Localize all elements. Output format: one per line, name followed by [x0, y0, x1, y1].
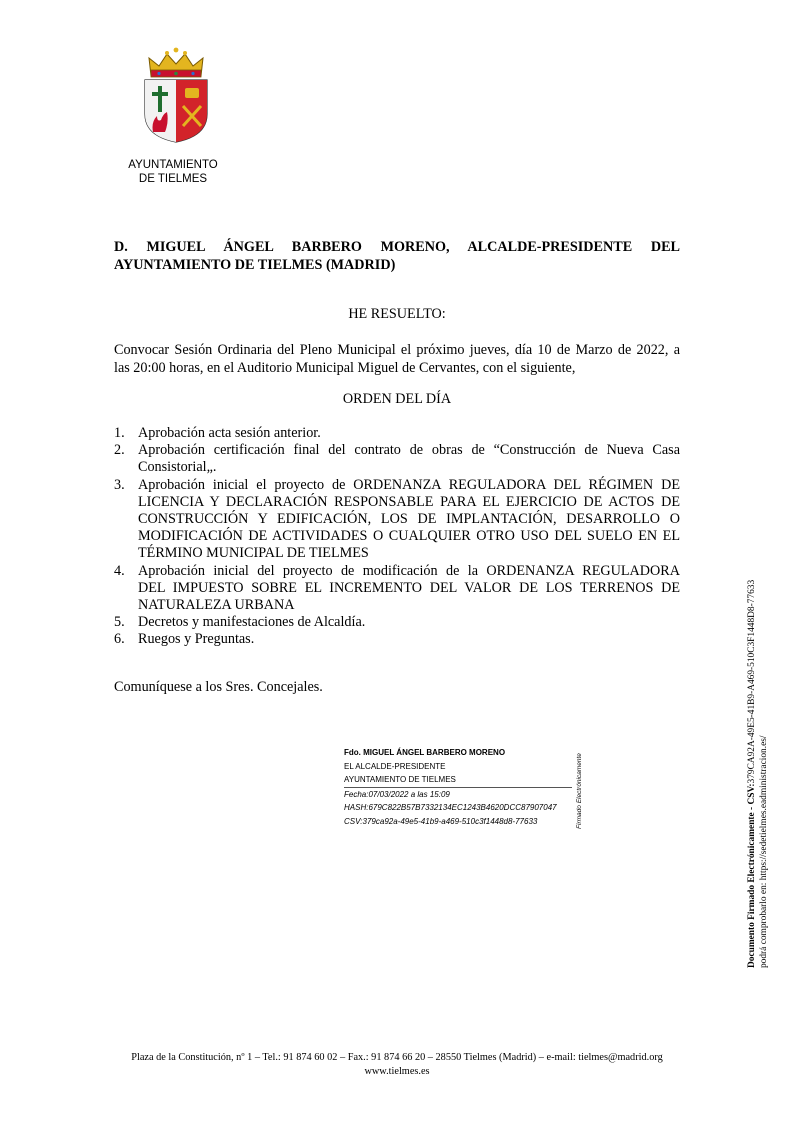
side-stamp-title: Documento Firmado Electrónicamente - CSV:: [747, 783, 757, 968]
agenda-list: [114, 425, 680, 649]
agenda-item-number: 1.: [114, 425, 125, 441]
footer-website: www.tielmes.es: [364, 1065, 430, 1077]
agenda-item-line: Aprobación certificación final del contrato de obras de “Construcción de Nueva Casa: [138, 442, 680, 459]
convocatoria-paragraph: [114, 341, 680, 377]
agenda-item-line: CONSTRUCCIÓN Y EDIFICACIÓN, LOS DE IMPLANTACIÓN, DESARROLLO O: [138, 511, 680, 528]
signature-csv: CSV:379ca92a-49e5-41b9-a469-510c3f1448d8-77633: [344, 816, 538, 826]
convocatoria-line1: Convocar Sesión Ordinaria del Pleno Municipal el próximo jueves, día 10 de Marzo de 2022, a: [114, 342, 680, 358]
agenda-title: ORDEN DEL DÍA: [342, 391, 452, 407]
heading-line1: D. MIGUEL ÁNGEL BARBERO MORENO, ALCALDE-PRESIDENTE DEL: [114, 239, 680, 255]
agenda-item-line: Ruegos y Preguntas.: [138, 631, 255, 648]
agenda-item: [114, 477, 680, 563]
signer-org: AYUNTAMIENTO DE TIELMES: [344, 773, 572, 788]
signed-electronically-label: Firmado Electrónicamente: [576, 753, 583, 829]
crowned-shield-icon: [141, 46, 211, 144]
side-stamp-code: 379CA92A-49E5-41B9-A469-510C3F1448D8-77633: [747, 579, 757, 784]
side-stamp-line2: podrá comprobarlo en: https://sedetielmes.eadministracion.es/: [759, 735, 769, 968]
agenda-item-line: Aprobación inicial el proyecto de ORDENANZA REGULADORA DEL RÉGIMEN DE: [138, 476, 680, 493]
agenda-item: [114, 563, 680, 615]
resolution-title: HE RESUELTO:: [348, 306, 446, 322]
agenda-item-number: 6.: [114, 631, 125, 648]
agenda-item-line: Aprobación inicial del proyecto de modificación de la ORDENANZA REGULADORA: [138, 562, 680, 579]
closing-text: Comuníquese a los Sres. Concejales.: [114, 679, 323, 695]
agenda-item-line: MODIFICACIÓN DE ACTIVIDADES O CUALQUIER OTRO USO DEL SUELO EN EL: [138, 528, 680, 545]
agenda-item-line: Consistorial„.: [138, 459, 217, 476]
signer-role: EL ALCALDE-PRESIDENTE: [344, 761, 446, 771]
signature-block: [344, 746, 572, 828]
agenda-item-number: 4.: [114, 562, 125, 579]
org-name-line2: DE TIELMES: [138, 173, 208, 185]
agenda-item-line: TÉRMINO MUNICIPAL DE TIELMES: [138, 545, 369, 562]
agenda-item-line: DEL IMPUESTO SOBRE EL INCREMENTO DEL VALOR DE LOS TERRENOS DE: [138, 579, 680, 596]
agenda-item-line: Decretos y manifestaciones de Alcaldía.: [138, 614, 366, 631]
signer-name: Fdo. MIGUEL ÁNGEL BARBERO MORENO: [344, 748, 506, 757]
org-name-line1: AYUNTAMIENTO: [128, 159, 218, 171]
convocatoria-line2: las 20:00 horas, en el Auditorio Municipal Miguel de Cervantes, con el siguiente,: [114, 360, 576, 376]
agenda-item-number: 5.: [114, 614, 125, 631]
side-verification-stamp: [746, 568, 774, 968]
agenda-item: [114, 631, 680, 648]
agenda-item-line: LICENCIA Y DECLARACIÓN RESPONSABLE PARA EL EJERCICIO DE ACTOS DE: [138, 493, 680, 510]
page-footer: [100, 1051, 694, 1078]
agenda-item: [114, 425, 680, 442]
agenda-item: [114, 442, 680, 476]
side-stamp-line1: [746, 568, 758, 968]
decree-heading: [114, 238, 680, 274]
agenda-item-number: 2.: [114, 442, 125, 459]
heading-line2: AYUNTAMIENTO DE TIELMES (MADRID): [114, 257, 396, 273]
footer-address: Plaza de la Constitución, nº 1 – Tel.: 91 874 60 02 – Fax.: 91 874 66 20 – 28550 Tielmes (Madrid) – e-mail: tielmes@madrid.org: [131, 1052, 663, 1063]
agenda-item-number: 3.: [114, 476, 125, 493]
agenda-item: [114, 614, 680, 631]
agenda-item-line: Aprobación acta sesión anterior.: [138, 425, 321, 441]
agenda-item-line: NATURALEZA URBANA: [138, 597, 295, 614]
org-name: [110, 158, 236, 186]
signature-date: Fecha:07/03/2022 a las 15:09: [344, 789, 450, 799]
signature-hash: HASH:679C822B57B7332134EC1243B4620DCC87907047: [344, 803, 557, 812]
